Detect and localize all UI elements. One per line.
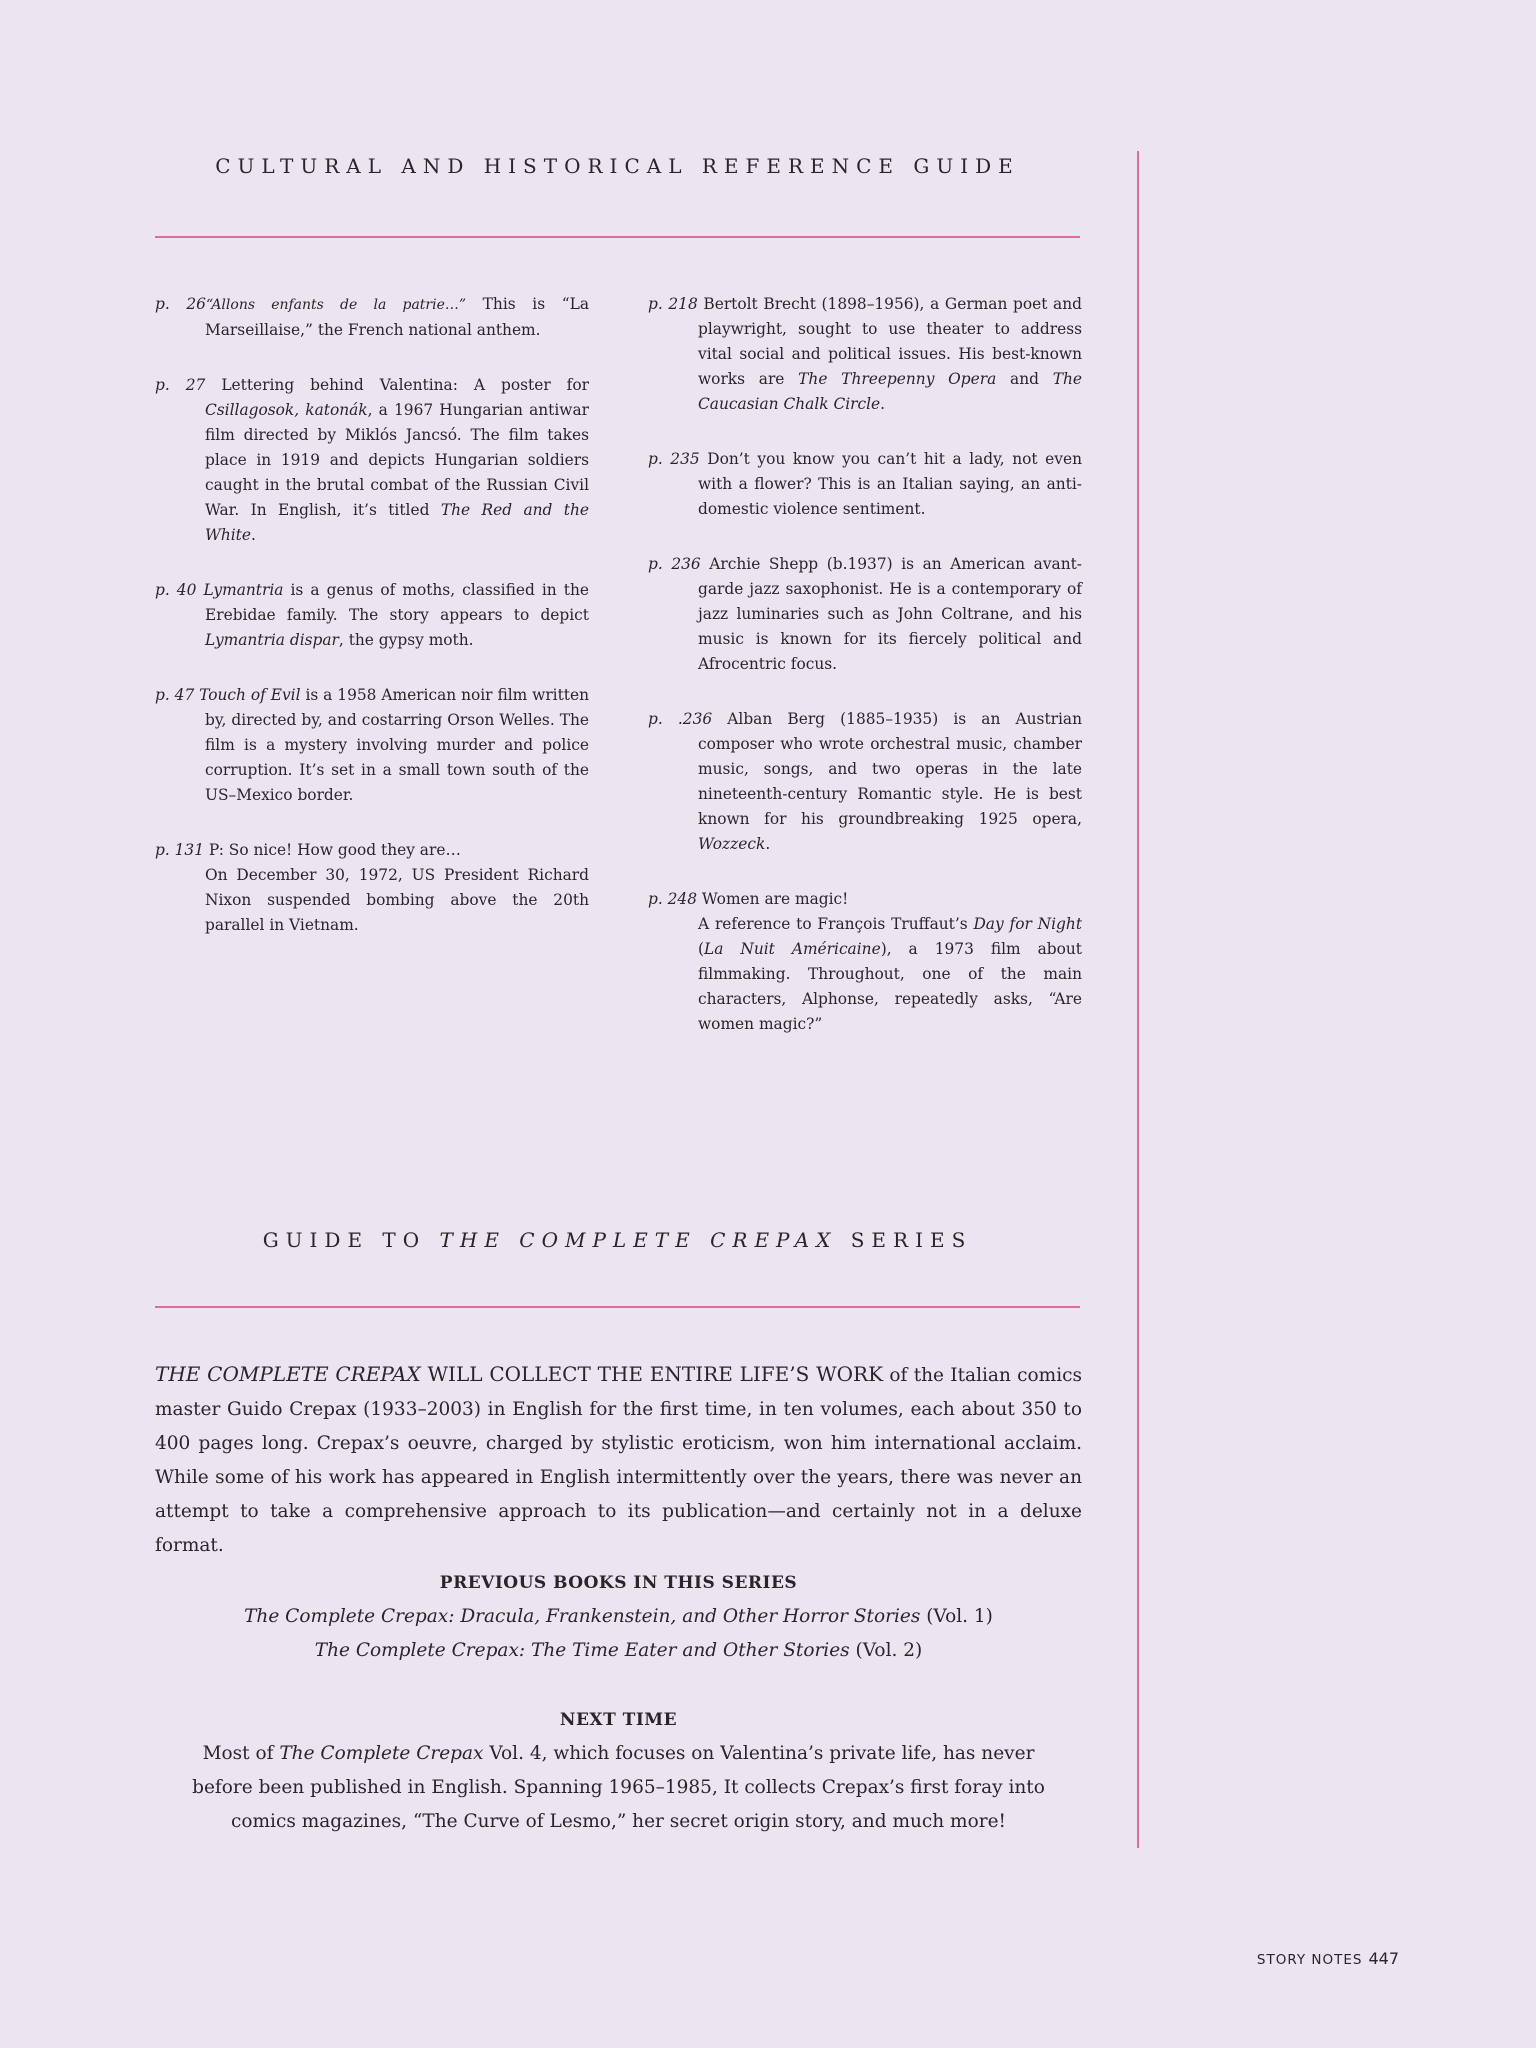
series-guide-title: GUIDE TO THE COMPLETE CREPAX SERIES (262, 1228, 973, 1252)
reference-entry: p. 248 Women are magic! A reference to François Truffaut’s Day for Night (La Nuit Américaine), a 1973 film about filmmaking. Throughout, one of the main characters, Alphonse, repeatedly asks, “Are women magic?” (648, 890, 1083, 1033)
reference-entry: p. .236 Alban Berg (1885–1935) is an Austrian composer who wrote orchestral music, chamber music, songs, and two operas in the late nineteenth-century Romantic style. He is best known for his groundbreaking 1925 opera, Wozzeck. (648, 710, 1082, 853)
reference-entry: p. 47 Touch of Evil is a 1958 American noir film written by, directed by, and costarring Orson Welles. The film is a mystery involving murder and police corruption. It’s set in a small town south of the US–Mexico border. (155, 686, 589, 804)
reference-entry: p. 27 Lettering behind Valentina: A poster for Csillagosok, katonák, a 1967 Hungarian antiwar film directed by Miklós Jancsó. The film takes place in 1919 and depicts Hungarian soldiers caught in the brutal combat of the Russian Civil War. In English, it’s titled The Red and the White. (155, 376, 590, 544)
entry-page: p. 131 (155, 841, 205, 859)
page-footer (1257, 1949, 1399, 1968)
reference-column-right (648, 292, 1082, 1067)
entry-page: p. 27 (155, 376, 206, 394)
entry-page: p. 47 (155, 686, 195, 704)
title-divider (155, 236, 1080, 238)
vertical-rule (1137, 151, 1139, 1848)
book-item: The Complete Crepax: The Time Eater and Other Stories (Vol. 2) (314, 1640, 923, 1661)
book-item: The Complete Crepax: Dracula, Frankenstein, and Other Horror Stories (Vol. 1) (244, 1606, 993, 1627)
entry-page: p. 248 (648, 890, 698, 908)
reference-entry: p. 26“Allons enfants de la patrie…” This is “La Marseillaise,” the French national anthem. (155, 295, 589, 339)
reference-entry: p. 131 P: So nice! How good they are… On December 30, 1972, US President Richard Nixon suspended bombing above the 20th parallel in Vietnam. (155, 841, 589, 934)
entry-page: p. 218 (648, 295, 698, 313)
previous-books (155, 1566, 1082, 1668)
reference-guide-title: CULTURAL AND HISTORICAL REFERENCE GUIDE (215, 154, 1020, 178)
entry-page: p. 26 (155, 295, 206, 313)
entry-page: p. .236 (648, 710, 713, 728)
reference-entry: p. 218 Bertolt Brecht (1898–1956), a German poet and playwright, sought to use theater to address vital social and political issues. His best-known works are The Threepenny Opera and The Caucasian Chalk Circle. (648, 295, 1083, 413)
reference-entry: p. 236 Archie Shepp (b.1937) is an American avant-garde jazz saxophonist. He is a contemporary of jazz luminaries such as John Coltrane, and his music is known for its fiercely political and Afrocentric focus. (648, 555, 1082, 673)
next-time (155, 1703, 1082, 1839)
reference-column-left (155, 292, 589, 968)
series-intro: THE COMPLETE CREPAX WILL COLLECT THE ENTIRE LIFE’S WORK of the Italian comics master Guido Crepax (1933–2003) in English for the first time, in ten volumes, each about 350 to 400 pages long. Crepax’s oeuvre, charged by stylistic eroticism, won him international acclaim. While some of his work has appeared in English intermittently over the years, there was never an attempt to take a comprehensive approach to its publication—and certainly not in a deluxe format. (155, 1362, 1082, 1556)
entry-page: p. 40 (155, 581, 197, 599)
previous-books-heading: PREVIOUS BOOKS IN THIS SERIES (439, 1573, 798, 1593)
entry-page: p. 235 (648, 450, 700, 468)
reference-entry: p. 40 Lymantria is a genus of moths, classified in the Erebidae family. The story appears to depict Lymantria dispar, the gypsy moth. (155, 581, 589, 649)
footer-label: STORY NOTES (1256, 1952, 1363, 1968)
series-divider (155, 1306, 1080, 1308)
entry-page: p. 236 (648, 555, 701, 573)
reference-entry: p. 235 Don’t you know you can’t hit a lady, not even with a flower? This is an Italian saying, an anti-domestic violence sentiment. (648, 450, 1082, 518)
next-time-text: Most of The Complete Crepax Vol. 4, which focuses on Valentina’s private life, has never before been published in English. Spanning 1965–1985, It collects Crepax’s first foray into comics magazines, “The Curve of Lesmo,” her secret origin story, and much more! (192, 1743, 1045, 1832)
next-time-heading: NEXT TIME (559, 1710, 678, 1730)
page-number: 447 (1368, 1949, 1399, 1968)
